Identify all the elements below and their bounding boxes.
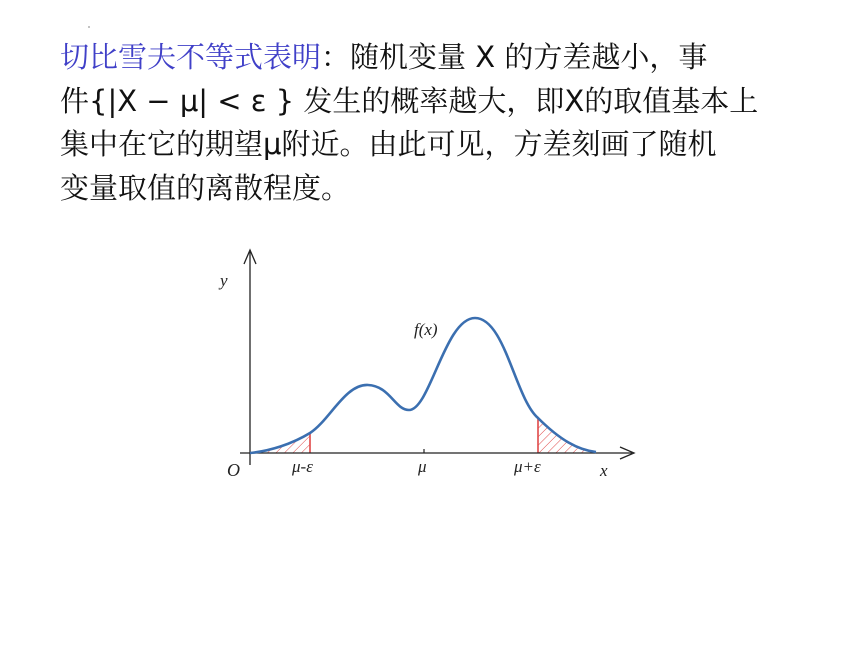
left-tail-shade <box>250 433 310 453</box>
decorative-dot <box>88 26 90 28</box>
text-line-1 <box>60 36 820 80</box>
text-line-4: 变量取值的离散程度。 <box>60 170 351 205</box>
text-line-2: 件{|X − μ| < ε } 发生的概率越大，即X的取值基本上 <box>60 83 759 118</box>
right-tail-shade <box>538 418 596 453</box>
text-line-3: 集中在它的期望μ附近。由此可见，方差刻画了随机 <box>60 127 717 161</box>
origin-label: O <box>227 460 240 480</box>
y-axis-label: y <box>220 271 228 290</box>
tick-label-mu-plus-epsilon: μ+ε <box>514 457 541 476</box>
density-figure <box>200 240 650 485</box>
tick-label-mu: μ <box>418 457 427 476</box>
chebyshev-explanation <box>60 36 820 210</box>
text-line-1-rest: ：随机变量 X 的方差越小，事 <box>321 40 708 74</box>
highlighted-term: 切比雪夫不等式表明 <box>60 40 322 74</box>
x-axis-label: x <box>600 461 608 480</box>
tick-label-mu-minus-epsilon: μ-ε <box>292 457 313 476</box>
curve-label: f(x) <box>414 320 438 339</box>
